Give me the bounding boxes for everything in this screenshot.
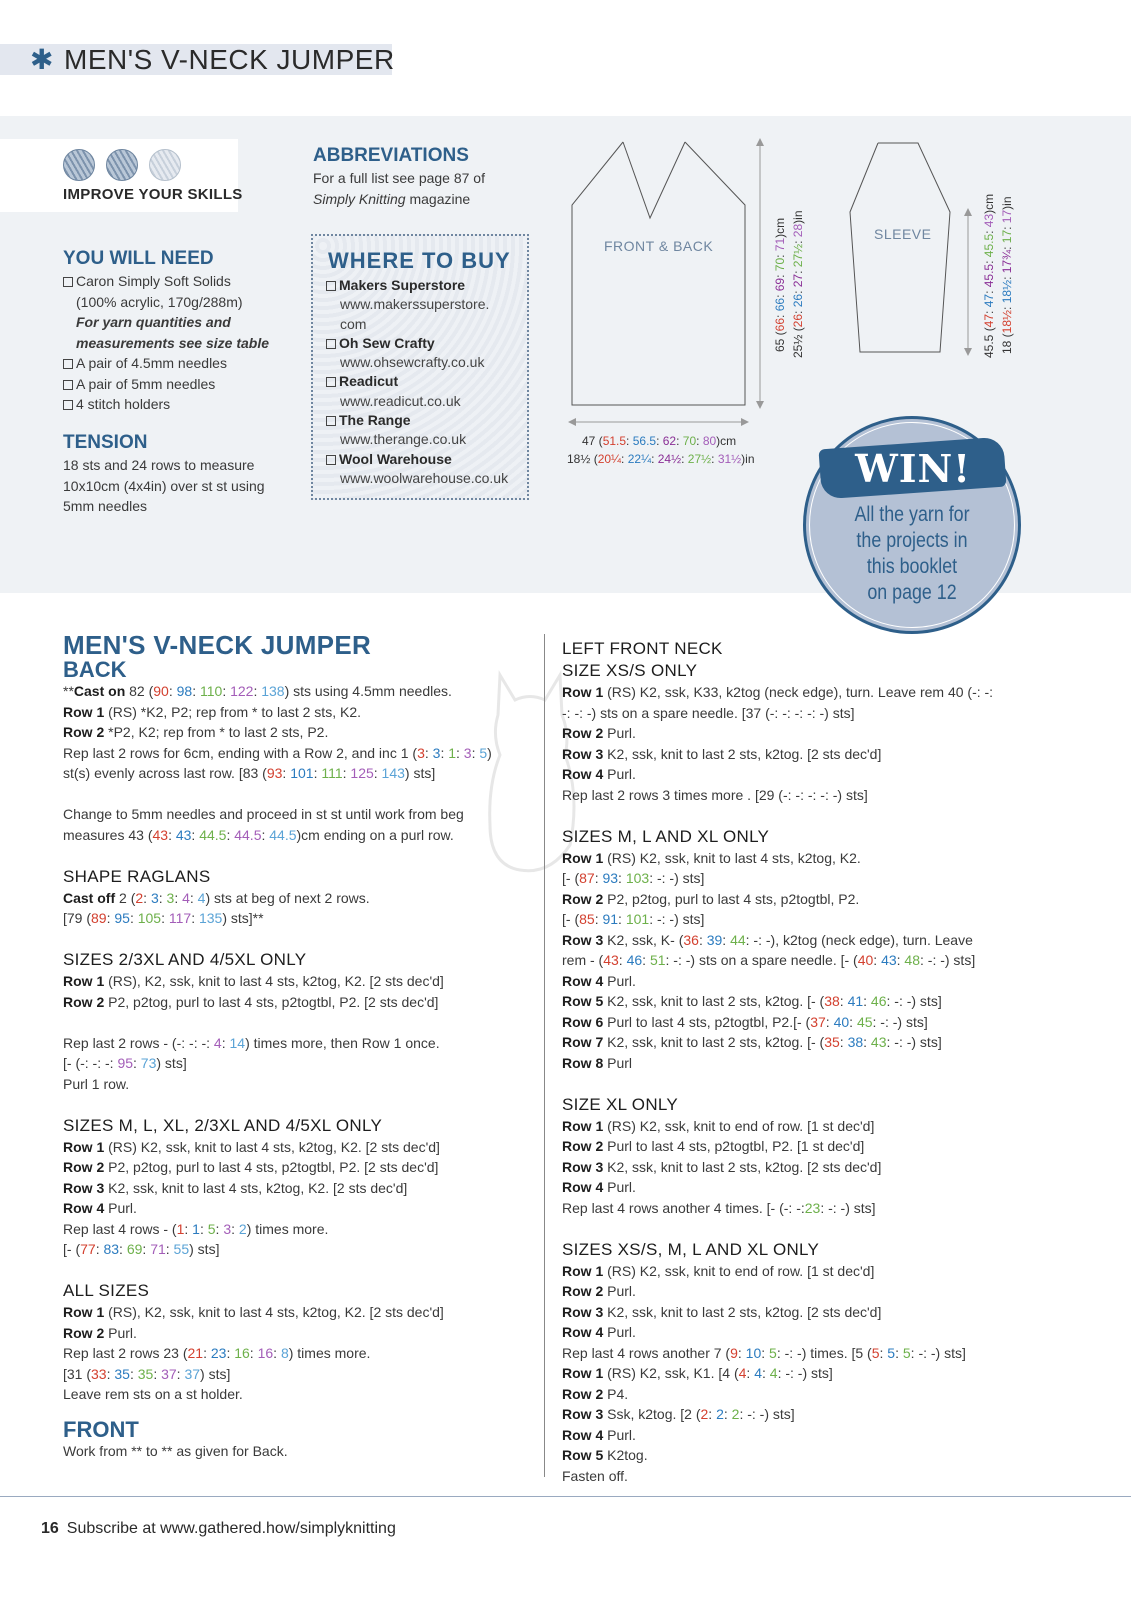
text-line: 5mm needles — [63, 498, 148, 514]
store-name: Wool Warehouse — [326, 450, 508, 469]
body-outline — [572, 142, 745, 405]
win-title: WIN! — [855, 446, 971, 491]
yarn-ball-icon — [63, 149, 95, 181]
store-name: Readicut — [326, 372, 508, 391]
text-line: Purl 1 row. — [63, 1075, 130, 1092]
text-line: Row 3 K2, ssk, knit to last 2 sts, k2tog. [2 sts dec'd] — [562, 745, 882, 762]
text-line: [31 (33: 35: 35: 37: 37) sts] — [63, 1365, 231, 1382]
text-line: Row 3 K2, ssk, knit to last 2 sts, k2tog. [2 sts dec'd] — [562, 1303, 882, 1320]
text-line: Row 3 K2, ssk, knit to last 4 sts, k2tog, K2. [2 sts dec'd] — [63, 1179, 408, 1196]
sleeve-length-in: 18 (18½: 18½: 17¾: 17: 17)in — [1000, 196, 1014, 354]
sleeve-outline — [850, 143, 950, 352]
you-will-need-list — [63, 271, 269, 415]
page-number: 16 — [41, 1520, 59, 1537]
width-cm: 47 (51.5: 56.5: 62: 70: 80)cm — [582, 434, 737, 448]
text-line: Row 4 Purl. — [562, 766, 636, 782]
arrow-head-icon — [756, 401, 764, 409]
pattern-left-column — [63, 632, 533, 1461]
text-line: Row 2 Purl. — [562, 725, 636, 741]
checkbox-icon — [326, 339, 336, 349]
text-line: Row 2 *P2, K2; rep from * to last 2 sts, P2. — [63, 724, 329, 740]
abbreviations-heading: ABBREVIATIONS — [313, 145, 469, 166]
text-line: Row 2 Purl to last 4 sts, p2togtbl, P2. [1 st dec'd] — [562, 1138, 865, 1154]
text-line: Row 1 (RS) K2, ssk, knit to end of row. [1 st dec'd] — [562, 1262, 875, 1279]
yarn-ball-icon — [106, 149, 138, 181]
store-link[interactable]: www.ohsewcrafty.co.uk — [340, 354, 485, 371]
text-line: Leave rem sts on a st holder. — [63, 1386, 243, 1402]
list-item: measurements see size table — [76, 334, 269, 351]
text-line: Work from ** to ** as given for Back. — [63, 1442, 288, 1459]
store-list — [326, 276, 508, 488]
text-line: -: -: -) sts on a spare needle. [37 (-: -: -: -: -) sts] — [562, 704, 855, 721]
text-line: Row 4 Purl. — [562, 1426, 636, 1443]
checkbox-icon — [326, 377, 336, 387]
tension-text — [63, 455, 265, 517]
checkbox-icon — [63, 277, 73, 287]
footer-divider — [0, 1496, 1131, 1497]
text-line: Row 2 P2, p2tog, purl to last 4 sts, p2togtbl, P2. [2 sts dec'd] — [63, 993, 439, 1010]
front-back-label: FRONT & BACK — [604, 238, 714, 254]
text-line: Row 3 K2, ssk, K- (36: 39: 44: -: -), k2tog (neck edge), turn. Leave — [562, 931, 973, 948]
store-link[interactable]: com — [340, 315, 367, 332]
text-line: Row 1 (RS), K2, ssk, knit to last 4 sts, k2tog, K2. [2 sts dec'd] — [63, 973, 444, 989]
store-link[interactable]: www.therange.co.uk — [340, 431, 467, 448]
checkbox-icon — [63, 380, 73, 390]
yarn-ball-icon — [149, 149, 181, 181]
section-heading: LEFT FRONT NECK — [562, 639, 723, 658]
text-line: 18 sts and 24 rows to measure — [63, 457, 255, 473]
checkbox-icon — [63, 400, 73, 410]
text-line: All the yarn for — [854, 503, 970, 526]
section-heading: SIZES M, L, XL, 2/3XL AND 4/5XL ONLY — [63, 1115, 383, 1135]
list-item: 4 stitch holders — [63, 394, 269, 415]
text-line: on page 12 — [867, 581, 957, 604]
store-name: The Range — [326, 411, 508, 430]
text-line: [79 (89: 95: 105: 117: 135) sts]** — [63, 910, 264, 926]
text-line: Simply Knitting magazine — [313, 190, 471, 207]
text-line: Rep last 2 rows 3 times more . [29 (-: -: -: -: -) sts] — [562, 786, 868, 803]
checkbox-icon — [326, 455, 336, 465]
footer — [41, 1520, 396, 1538]
text-line: Row 6 Purl to last 4 sts, p2togtbl, P2.[- (37: 40: 45: -: -) sts] — [562, 1013, 928, 1030]
text-line: Row 2 Purl. — [562, 1283, 636, 1299]
win-text — [827, 502, 997, 606]
list-item: For yarn quantities and — [76, 314, 231, 330]
section-heading: SIZES XS/S, M, L AND XL ONLY — [562, 1239, 820, 1259]
body-length-in: 25½ (26: 26: 27: 27½: 28)in — [791, 210, 805, 358]
text-line: Row 1 (RS) K2, ssk, K1. [4 (4: 4: 4: -: -) sts] — [562, 1365, 833, 1381]
back-heading: BACK — [63, 657, 127, 682]
text-line: [- (85: 91: 101: -: -) sts] — [562, 911, 705, 927]
arrow-head-icon — [964, 348, 972, 356]
text-line: [- (-: -: -: 95: 73) sts] — [63, 1055, 187, 1071]
column-divider — [544, 634, 545, 1477]
arrow-head-icon — [741, 418, 749, 426]
store-name: Oh Sew Crafty — [326, 334, 508, 353]
text-line: Change to 5mm needles and proceed in st st until work from beg — [63, 806, 464, 822]
checkbox-icon — [326, 416, 336, 426]
text-line: this booklet — [866, 555, 958, 578]
text-line: **Cast on 82 (90: 98: 110: 122: 138) sts using 4.5mm needles. — [63, 683, 452, 699]
body-length-cm: 65 (66: 66: 69: 70: 71)cm — [773, 217, 787, 352]
text-line: measures 43 (43: 43: 44.5: 44.5: 44.5)cm ending on a purl row. — [63, 826, 454, 843]
text-line: Row 3 Ssk, k2tog. [2 (2: 2: 2: -: -) sts] — [562, 1406, 795, 1422]
text-line: Rep last 4 rows - (1: 1: 5: 3: 2) times more. — [63, 1220, 329, 1237]
text-line: rem - (43: 46: 51: -: -) sts on a spare needle. [- (40: 43: 48: -: -) sts] — [562, 952, 976, 968]
text-line: Row 2 P2, p2tog, purl to last 4 sts, p2togtbl, P2. — [562, 890, 860, 907]
store-link[interactable]: www.woolwarehouse.co.uk — [340, 469, 509, 486]
section-heading: SIZE XS/S ONLY — [562, 661, 698, 680]
text-line: [- (87: 93: 103: -: -) sts] — [562, 870, 705, 886]
store-link[interactable]: www.makerssuperstore. — [340, 296, 490, 313]
abbreviations-text — [313, 168, 485, 209]
text-line: Row 2 P2, p2tog, purl to last 4 sts, p2togtbl, P2. [2 sts dec'd] — [63, 1159, 439, 1175]
section-heading: ALL SIZES — [63, 1281, 150, 1300]
text-line: Row 1 (RS) K2, ssk, knit to last 4 sts, k2tog, K2. — [562, 849, 861, 866]
text-line: Row 1 (RS) K2, ssk, knit to end of row. [1 st dec'd] — [562, 1117, 875, 1134]
arrow-head-icon — [568, 418, 576, 426]
text-line: Rep last 4 rows another 7 (9: 10: 5: -: -) times. [5 (5: 5: 5: -: -) sts] — [562, 1344, 966, 1361]
text-line: Row 7 K2, ssk, knit to last 2 sts, k2tog. [- (35: 38: 43: -: -) sts] — [562, 1034, 942, 1050]
text-line: Fasten off. — [562, 1467, 628, 1484]
section-heading: SHAPE RAGLANS — [63, 866, 211, 886]
text-line: Rep last 4 rows another 4 times. [- (-: -:23: -: -) sts] — [562, 1199, 876, 1216]
text-line: Row 2 P4. — [562, 1385, 629, 1402]
checkbox-icon — [63, 359, 73, 369]
you-will-need-heading: YOU WILL NEED — [63, 248, 214, 269]
text-line: Row 1 (RS) K2, ssk, K33, k2tog (neck edge), turn. Leave rem 40 (-: -: — [562, 684, 994, 700]
text-line: Row 5 K2, ssk, knit to last 2 sts, k2tog. [- (38: 41: 46: -: -) sts] — [562, 993, 942, 1009]
arrow-head-icon — [964, 208, 972, 216]
list-item: (100% acrylic, 170g/288m) — [76, 293, 243, 310]
skills-label: IMPROVE YOUR SKILLS — [63, 186, 243, 203]
text-line: [- (77: 83: 69: 71: 55) sts] — [63, 1241, 220, 1257]
text-line: Row 1 (RS) *K2, P2; rep from * to last 2 sts, K2. — [63, 703, 361, 720]
page-title: MEN'S V-NECK JUMPER — [64, 44, 395, 75]
store-name: Makers Superstore — [326, 276, 508, 295]
tension-heading: TENSION — [63, 432, 148, 453]
text-line: Row 1 (RS) K2, ssk, knit to last 4 sts, k2tog, K2. [2 sts dec'd] — [63, 1138, 440, 1155]
text-line: the projects in — [856, 529, 968, 552]
text-line: 10x10cm (4x4in) over st st using — [63, 477, 265, 494]
pattern-right-column — [562, 638, 1082, 1486]
checkbox-icon — [326, 281, 336, 291]
text-line: Cast off 2 (2: 3: 3: 4: 4) sts at beg of next 2 rows. — [63, 889, 370, 906]
text-line: Row 1 (RS), K2, ssk, knit to last 4 sts, k2tog, K2. [2 sts dec'd] — [63, 1304, 444, 1320]
text-line: For a full list see page 87 of — [313, 170, 485, 186]
subscribe-link[interactable]: Subscribe at www.gathered.how/simplyknitting — [66, 1520, 396, 1537]
section-heading: SIZE XL ONLY — [562, 1094, 679, 1114]
pattern-title: MEN'S V-NECK JUMPER — [63, 630, 372, 660]
list-item: Caron Simply Soft Solids — [63, 271, 269, 292]
text-line: Rep last 2 rows 23 (21: 23: 16: 16: 8) times more. — [63, 1345, 371, 1361]
text-line: Row 8 Purl — [562, 1054, 633, 1071]
store-link[interactable]: www.readicut.co.uk — [340, 392, 461, 409]
text-line: Row 4 Purl. — [63, 1200, 137, 1216]
arrow-head-icon — [756, 138, 764, 146]
text-line: Row 4 Purl. — [562, 1324, 636, 1340]
front-heading: FRONT — [63, 1416, 139, 1442]
where-to-buy-heading: WHERE TO BUY — [328, 248, 511, 273]
section-heading: SIZES M, L AND XL ONLY — [562, 826, 770, 846]
sleeve-label: SLEEVE — [874, 226, 932, 242]
text-line: st(s) evenly across last row. [83 (93: 101: 111: 125: 143) sts] — [63, 765, 436, 781]
body-outline — [623, 142, 685, 218]
sleeve-length-cm: 45.5 (47: 47: 45.5: 45.5: 43)cm — [982, 193, 996, 358]
text-line: Row 4 Purl. — [562, 972, 636, 989]
list-item: A pair of 5mm needles — [63, 374, 269, 395]
text-line: Row 4 Purl. — [562, 1179, 636, 1195]
width-in: 18½ (20¼: 22¼: 24½: 27½: 31½)in — [567, 452, 755, 466]
section-heading: SIZES 2/3XL AND 4/5XL ONLY — [63, 950, 307, 969]
text-line: Row 3 K2, ssk, knit to last 2 sts, k2tog. [2 sts dec'd] — [562, 1158, 882, 1175]
text-line: Rep last 2 rows - (-: -: -: 4: 14) times more, then Row 1 once. — [63, 1034, 440, 1051]
text-line: Row 5 K2tog. — [562, 1447, 648, 1463]
text-line: Rep last 2 rows for 6cm, ending with a Row 2, and inc 1 (3: 3: 1: 3: 5) — [63, 744, 492, 761]
list-item: A pair of 4.5mm needles — [63, 353, 269, 374]
flower-icon: ✱ — [30, 44, 54, 75]
text-line: Row 2 Purl. — [63, 1324, 137, 1341]
